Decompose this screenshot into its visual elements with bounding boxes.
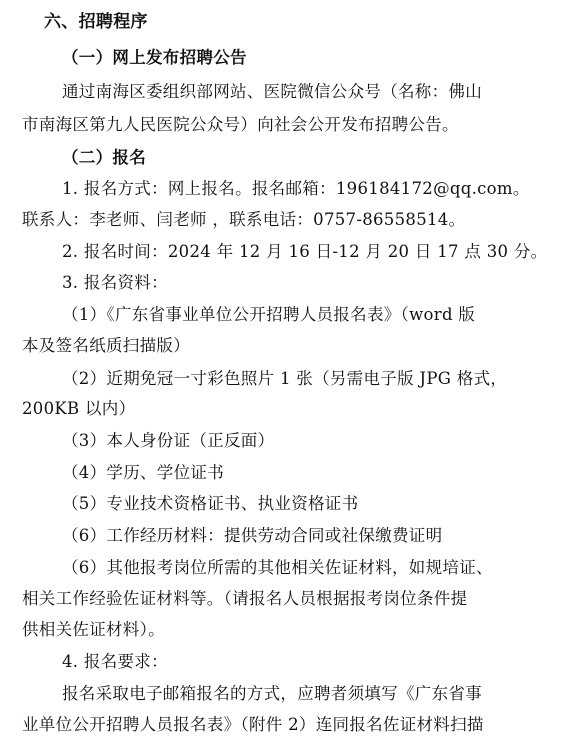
material-item-cont: 200KB 以内）: [22, 399, 136, 418]
paragraph-line: 业单位公开招聘人员报名表》（附件 2）连同报名佐证材料扫描: [22, 715, 484, 734]
material-item-cont: 供相关佐证材料）。: [22, 620, 165, 639]
material-item: （6）工作经历材料：提供劳动合同或社保缴费证明: [62, 526, 443, 545]
material-item: （1）《广东省事业单位公开招聘人员报名表》（word 版: [62, 305, 476, 324]
paragraph-line: 通过南海区委组织部网站、医院微信公众号（名称：佛山: [62, 82, 482, 101]
material-item: （5）专业技术资格证书、执业资格证书: [62, 494, 359, 513]
paragraph-line: 报名采取电子邮箱报名的方式，应聘者须填写《广东省事: [62, 684, 482, 703]
subsection-heading-publish: （一）网上发布招聘公告: [62, 48, 247, 67]
material-item-cont: 本及签名纸质扫描版）: [22, 336, 190, 355]
section-heading: 六、招聘程序: [44, 12, 148, 32]
material-item-cont: 相关工作经验佐证材料等。（请报名人员根据报考岗位条件提: [22, 589, 468, 608]
materials-heading: 3. 报名资料：: [62, 273, 168, 292]
material-item: （6）其他报考岗位所需的其他相关佐证材料，如规培证、: [62, 558, 493, 577]
paragraph-line: 市南海区第九人民医院公众号）向社会公开发布招聘公告。: [22, 115, 459, 134]
material-item: （4）学历、学位证书: [62, 463, 224, 482]
requirements-heading: 4. 报名要求：: [62, 652, 168, 671]
contact-line: 联系人：李老师、闫老师 ，联系电话：0757-86558514。: [22, 210, 466, 229]
subsection-heading-registration: （二）报名: [62, 148, 146, 167]
registration-method-line: 1. 报名方式：网上报名。报名邮箱：196184172@qq.com。: [62, 179, 530, 198]
material-item: （2）近期免冠一寸彩色照片 1 张（另需电子版 JPG 格式，: [62, 369, 508, 388]
registration-time-line: 2. 报名时间：2024 年 12 月 16 日-12 月 20 日 17 点 30 分。: [62, 242, 548, 261]
material-item: （3）本人身份证（正反面）: [62, 431, 275, 450]
